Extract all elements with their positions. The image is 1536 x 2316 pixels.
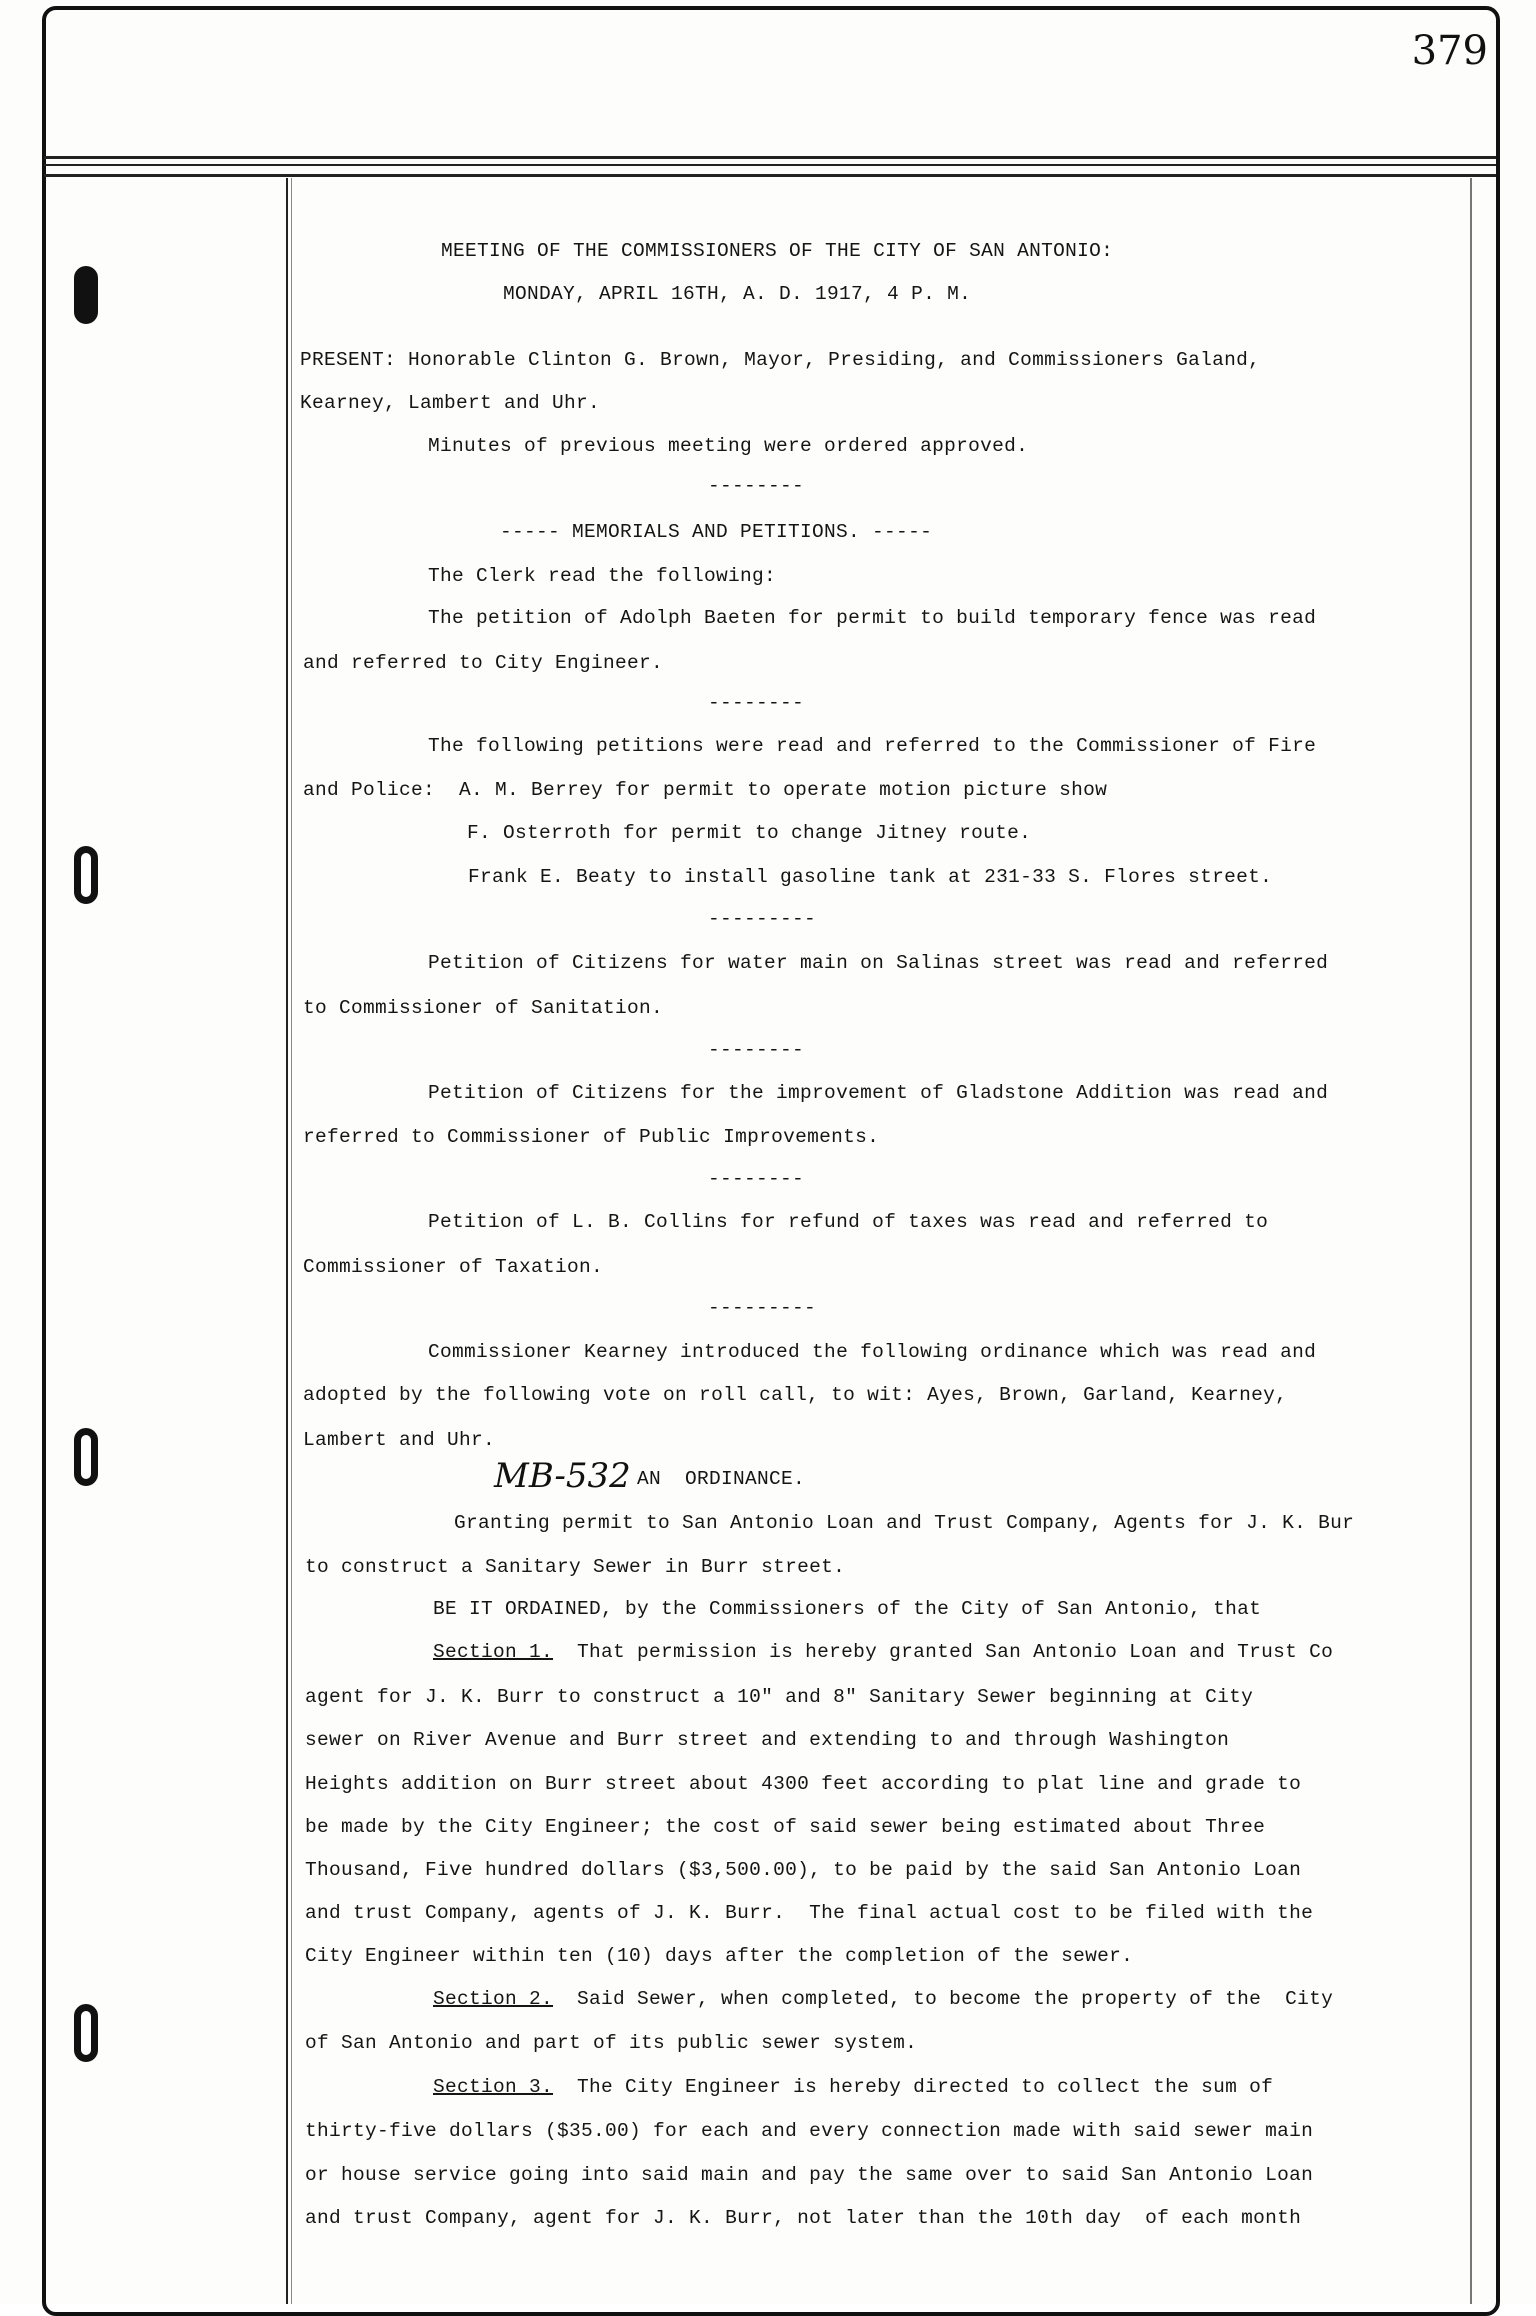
section-1-line-6: Thousand, Five hundred dollars ($3,500.00), to be paid by the said San Antonio Loan: [305, 1859, 1302, 1881]
section-3-label: Section 3.: [433, 2076, 554, 2098]
left-margin-rule-thin: [291, 178, 292, 2304]
collins-petition-2: Commissioner of Taxation.: [303, 1256, 604, 1278]
section-3-line-3: or house service going into said main and pay the same over to said San Antonio Loan: [305, 2164, 1314, 2186]
binder-hole-3: [74, 1428, 98, 1486]
section-2-text: Said Sewer, when completed, to become the property of the City: [553, 1988, 1334, 2010]
ordinance-title: AN ORDINANCE.: [637, 1468, 806, 1490]
memorials-heading: ----- MEMORIALS AND PETITIONS. -----: [500, 521, 933, 543]
section-1-line-4: Heights addition on Burr street about 4300 feet according to plat line and grade to: [305, 1773, 1302, 1795]
left-margin-rule: [286, 178, 288, 2304]
meeting-date: MONDAY, APRIL 16TH, A. D. 1917, 4 P. M.: [503, 283, 972, 305]
section-1-label: Section 1.: [433, 1641, 554, 1663]
section-3-line-1: [433, 2076, 1273, 2098]
handwritten-reference: MB-532: [494, 1456, 631, 1496]
gladstone-petition-2: referred to Commissioner of Public Improvements.: [303, 1126, 880, 1148]
salinas-petition-2: to Commissioner of Sanitation.: [303, 997, 664, 1019]
granting-1: Granting permit to San Antonio Loan and Trust Company, Agents for J. K. Bur: [454, 1512, 1355, 1534]
baeten-petition-2: and referred to City Engineer.: [303, 652, 664, 674]
section-1-line-2: agent for J. K. Burr to construct a 10" and 8" Sanitary Sewer beginning at City: [305, 1686, 1254, 1708]
section-3-line-4: and trust Company, agent for J. K. Burr, not later than the 10th day of each month: [305, 2207, 1302, 2229]
binder-hole-4: [74, 2004, 98, 2062]
section-1-line-1: [433, 1641, 1333, 1663]
salinas-petition-1: Petition of Citizens for water main on Salinas street was read and referred: [428, 952, 1329, 974]
gladstone-petition-1: Petition of Citizens for the improvement of Gladstone Addition was read and: [428, 1082, 1329, 1104]
fire-petitions-3: F. Osterroth for permit to change Jitney route.: [467, 822, 1032, 844]
collins-petition-1: Petition of L. B. Collins for refund of taxes was read and referred to: [428, 1211, 1269, 1233]
minutes-approved: Minutes of previous meeting were ordered approved.: [428, 435, 1029, 457]
fire-petitions-4: Frank E. Beaty to install gasoline tank at 231-33 S. Flores street.: [468, 866, 1273, 888]
meeting-title: MEETING OF THE COMMISSIONERS OF THE CITY OF SAN ANTONIO:: [441, 240, 1114, 262]
section-1-line-7: and trust Company, agents of J. K. Burr. The final actual cost to be filed with the: [305, 1902, 1314, 1924]
section-1-text: That permission is hereby granted San Antonio Loan and Trust Co: [553, 1641, 1334, 1663]
be-it-ordained: BE IT ORDAINED, by the Commissioners of the City of San Antonio, that: [433, 1598, 1262, 1620]
clerk-read: The Clerk read the following:: [428, 565, 777, 587]
section-1-line-8: City Engineer within ten (10) days after the completion of the sewer.: [305, 1945, 1134, 1967]
section-1-line-5: be made by the City Engineer; the cost of said sewer being estimated about Three: [305, 1816, 1266, 1838]
granting-2: to construct a Sanitary Sewer in Burr street.: [305, 1556, 846, 1578]
section-2-label: Section 2.: [433, 1988, 554, 2010]
header-rule-top: [44, 156, 1496, 159]
present-line-1: PRESENT: Honorable Clinton G. Brown, Mayor, Presiding, and Commissioners Galand,: [300, 349, 1261, 371]
baeten-petition-1: The petition of Adolph Baeten for permit to build temporary fence was read: [428, 607, 1317, 629]
separator-4: --------: [708, 1039, 805, 1061]
separator-2: --------: [708, 692, 805, 714]
ordinance-intro-1: Commissioner Kearney introduced the following ordinance which was read and: [428, 1341, 1317, 1363]
binder-hole-2: [74, 846, 98, 904]
separator-3: ---------: [708, 908, 817, 930]
separator-1: --------: [708, 475, 805, 497]
section-1-line-3: sewer on River Avenue and Burr street and extending to and through Washington: [305, 1729, 1230, 1751]
ordinance-intro-3: Lambert and Uhr.: [303, 1429, 496, 1451]
ordinance-intro-2: adopted by the following vote on roll call, to wit: Ayes, Brown, Garland, Kearney,: [303, 1384, 1288, 1406]
section-3-text: The City Engineer is hereby directed to collect the sum of: [553, 2076, 1274, 2098]
separator-6: ---------: [708, 1297, 817, 1319]
binder-hole-1: [74, 266, 98, 324]
fire-petitions-2: and Police: A. M. Berrey for permit to operate motion picture show: [303, 779, 1108, 801]
separator-5: --------: [708, 1168, 805, 1190]
page-number: 379: [1411, 28, 1488, 74]
fire-petitions-1: The following petitions were read and referred to the Commissioner of Fire: [428, 735, 1317, 757]
header-rule-bottom: [44, 174, 1496, 177]
right-margin-rule: [1470, 178, 1472, 2304]
header-rule-middle: [44, 164, 1496, 166]
section-3-line-2: thirty-five dollars ($35.00) for each and every connection made with said sewer main: [305, 2120, 1314, 2142]
section-2-line-1: [433, 1988, 1333, 2010]
section-2-line-2: of San Antonio and part of its public sewer system.: [305, 2032, 918, 2054]
present-line-2: Kearney, Lambert and Uhr.: [300, 392, 601, 414]
